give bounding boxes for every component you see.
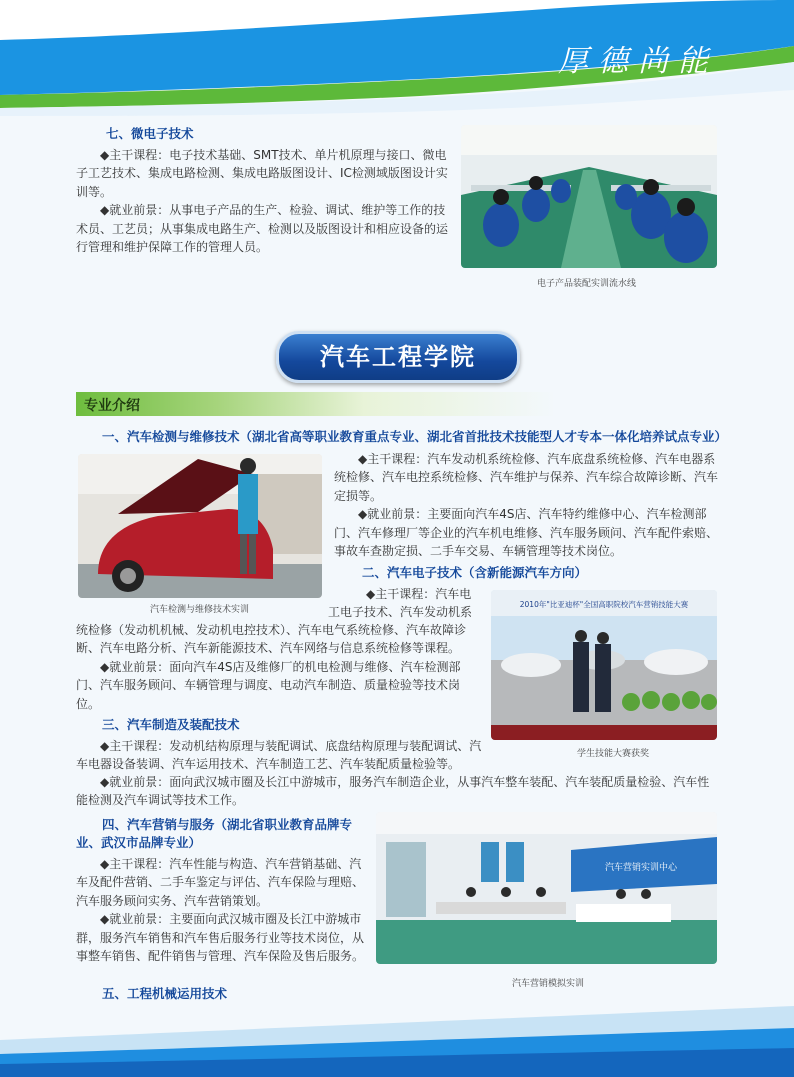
photo-caption-auto-repair: 汽车检测与维修技术实训	[150, 605, 250, 615]
major-heading-auto-manufacturing: 三、汽车制造及装配技术	[102, 717, 240, 732]
auto-electronics-text	[76, 621, 482, 713]
courses-paragraph-continued: 统检修（发动机机械、发动机电控技术）、汽车电气系统检修、汽车故障诊断、汽车电路分析、汽车新能源技术、汽车网络与信息系统检修等课程。	[76, 623, 467, 656]
major-heading-engineering-machinery: 五、工程机械运用技术	[102, 986, 228, 1001]
major-heading-auto-electronics: 二、汽车电子技术（含新能源汽车方向）	[362, 565, 588, 580]
section-bar-major-intro	[76, 392, 716, 416]
auto-electronics-courses-line1: ◆主干课程：汽车电	[366, 587, 472, 601]
auto-manufacturing-prospects	[76, 773, 720, 810]
microelectronics-text	[76, 146, 450, 256]
section-heading-microelectronics: 七、微电子技术	[106, 126, 194, 141]
section-bar-label: 专业介绍	[84, 398, 140, 414]
slogan: 厚德尚能	[558, 44, 718, 79]
photo-caption-competition: 学生技能大赛获奖	[577, 749, 650, 759]
major-heading-auto-marketing-line1: 四、汽车营销与服务（湖北省职业教育品牌专	[102, 817, 353, 832]
courses-paragraph: ◆主干课程：汽车性能与构造、汽车营销基础、汽车及配件营销、二手车鉴定与评估、汽车保险与理赔、汽车服务顾问实务、汽车营销策划。	[76, 857, 365, 908]
courses-paragraph: ◆主干课程：汽车发动机系统检修、汽车底盘系统检修、汽车电器系统检修、汽车电控系统检修、汽车维护与保养、汽车综合故障诊断、汽车定损等。	[334, 452, 719, 503]
major-heading-auto-marketing-line2: 业、武汉市品牌专业）	[76, 835, 202, 850]
courses-paragraph: ◆主干课程：电子技术基础、SMT技术、单片机原理与接口、微电子工艺技术、集成电路检测、集成电路版图设计、IC检测域版图设计实训等。	[76, 148, 448, 199]
photo-caption-electronics: 电子产品装配实训流水线	[537, 279, 637, 289]
photo-auto-marketing-training-center	[376, 812, 717, 964]
prospects-paragraph: ◆就业前景：面向武汉城市圈及长江中游城市，服务汽车制造企业，从事汽车整车装配、汽车装配质量检验、汽车性能检测及汽车调试等技术工作。	[76, 775, 710, 808]
auto-inspection-text	[334, 450, 718, 560]
photo-caption-marketing: 汽车营销模拟实训	[512, 979, 585, 989]
footer-wave	[0, 1002, 794, 1077]
photo-auto-repair-training	[78, 454, 322, 598]
training-center-sign: 汽车营销实训中心	[604, 863, 678, 873]
major-heading-auto-inspection: 一、汽车检测与维修技术（湖北省高等职业教育重点专业、湖北省首批技术技能型人才专本一体化培养试点专业）	[102, 429, 728, 444]
photo-skills-competition-award	[491, 590, 717, 740]
college-title-banner	[276, 331, 520, 383]
auto-electronics-courses-line2: 工电子技术、汽车发动机系	[328, 605, 473, 619]
photo-electronics-assembly-line	[461, 125, 717, 268]
prospects-paragraph: ◆就业前景：主要面向武汉城市圈及长江中游城市群，服务汽车销售和汽车售后服务行业等技术岗位，从事整车销售、配件销售与管理、汽车保险及售后服务。	[76, 912, 365, 964]
prospects-paragraph: ◆就业前景：面向汽车4S店及维修厂的机电检测与维修、汽车检测部门、汽车服务顾问、车辆管理与调度、电动汽车制造、质量检验等技术岗位。	[76, 659, 461, 711]
auto-marketing-text	[76, 855, 366, 965]
competition-banner-text: 2010年"比亚迪杯"全国高职院校汽车营销技能大赛	[519, 600, 689, 609]
prospects-paragraph: ◆就业前景：主要面向汽车4S店、汽车特约维修中心、汽车检测部门、汽车修理厂等企业的汽车机电维修、汽车服务顾问、汽车配件索赔、事故车查勘定损、二手车交易、车辆管理等技术岗位。	[334, 507, 719, 559]
prospects-paragraph: ◆就业前景：从事电子产品的生产、检验、调试、维护等工作的技术员、工艺员；从事集成电路生产、检测以及版图设计和相应设备的运行管理和维护保障工作的管理人员。	[76, 203, 449, 255]
auto-manufacturing-courses	[76, 737, 482, 774]
courses-paragraph: ◆主干课程：发动机结构原理与装配调试、底盘结构原理与装配调试、汽车电器设备装调、汽车运用技术、汽车制造工艺、汽车装配质量检验等。	[76, 739, 482, 772]
college-title: 汽车工程学院	[320, 343, 476, 371]
